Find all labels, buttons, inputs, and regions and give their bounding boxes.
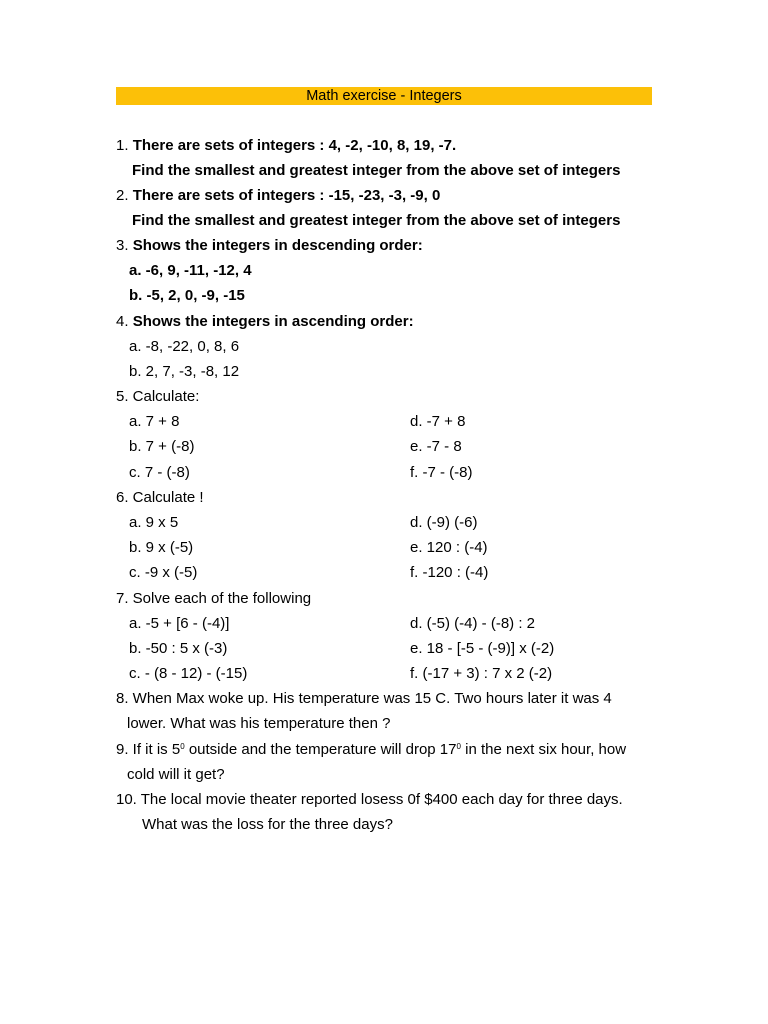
question-5-item-a: a. 7 + 8 [129, 413, 180, 430]
question-4 [116, 313, 414, 331]
question-6-item-e: e. 120 : (-4) [410, 539, 488, 556]
question-7-item-f: f. (-17 + 3) : 7 x 2 (-2) [410, 665, 553, 682]
question-4-item-a: a. -8, -22, 0, 8, 6 [129, 338, 240, 355]
question-7: 7. Solve each of the following [116, 590, 312, 607]
question-2-instruction: Find the smallest and greatest integer from the above set of integers [132, 212, 621, 229]
question-2-text: There are sets of integers : -15, -23, -3, -9, 0 [132, 187, 441, 204]
question-1-number: 1. [116, 137, 129, 154]
question-1-instruction: Find the smallest and greatest integer from the above set of integers [132, 162, 621, 179]
question-10: 10. The local movie theater reported losess 0f $400 each day for three days. [116, 791, 623, 808]
question-6-item-c: c. -9 x (-5) [129, 564, 198, 581]
question-7-item-d: d. (-5) (-4) - (-8) : 2 [410, 615, 536, 632]
question-3-item-b: b. -5, 2, 0, -9, -15 [129, 287, 245, 304]
question-5: 5. Calculate: [116, 388, 200, 405]
question-2 [116, 187, 440, 205]
question-9-continued: cold will it get? [127, 766, 225, 783]
question-5-item-e: e. -7 - 8 [410, 438, 462, 455]
degree-superscript: 0 [456, 742, 461, 751]
question-3-text: Shows the integers in descending order: [132, 237, 423, 254]
question-6-item-f: f. -120 : (-4) [410, 564, 489, 581]
worksheet-title: Math exercise - Integers [116, 87, 652, 105]
question-1 [116, 137, 456, 155]
question-6: 6. Calculate ! [116, 489, 204, 506]
question-6-item-b: b. 9 x (-5) [129, 539, 194, 556]
question-3 [116, 237, 423, 255]
question-5-item-f: f. -7 - (-8) [410, 464, 473, 481]
question-4-number: 4. [116, 313, 129, 330]
question-2-number: 2. [116, 187, 129, 204]
question-3-item-a: a. -6, 9, -11, -12, 4 [129, 262, 252, 279]
question-9 [116, 741, 626, 759]
question-6-item-d: d. (-9) (-6) [410, 514, 478, 531]
question-8: 8. When Max woke up. His temperature was 15 C. Two hours later it was 4 [116, 690, 612, 707]
question-4-text: Shows the integers in ascending order: [132, 313, 414, 330]
question-3-number: 3. [116, 237, 129, 254]
question-6-item-a: a. 9 x 5 [129, 514, 179, 531]
question-1-text: There are sets of integers : 4, -2, -10, 8, 19, -7. [132, 137, 457, 154]
question-7-item-a: a. -5 + [6 - (-4)] [129, 615, 230, 632]
question-7-item-b: b. -50 : 5 x (-3) [129, 640, 228, 657]
question-5-item-d: d. -7 + 8 [410, 413, 466, 430]
question-7-item-c: c. - (8 - 12) - (-15) [129, 665, 248, 682]
question-9-part1: 9. If it is 5 [116, 741, 181, 758]
question-10-continued: What was the loss for the three days? [142, 816, 393, 833]
question-7-item-e: e. 18 - [-5 - (-9)] x (-2) [410, 640, 555, 657]
degree-superscript: 0 [180, 742, 185, 751]
question-8-continued: lower. What was his temperature then ? [127, 715, 391, 732]
question-9-part2: outside and the temperature will drop 17 [184, 741, 457, 758]
question-9-part3: in the next six hour, how [460, 741, 627, 758]
question-5-item-b: b. 7 + (-8) [129, 438, 195, 455]
question-5-item-c: c. 7 - (-8) [129, 464, 190, 481]
question-4-item-b: b. 2, 7, -3, -8, 12 [129, 363, 240, 380]
